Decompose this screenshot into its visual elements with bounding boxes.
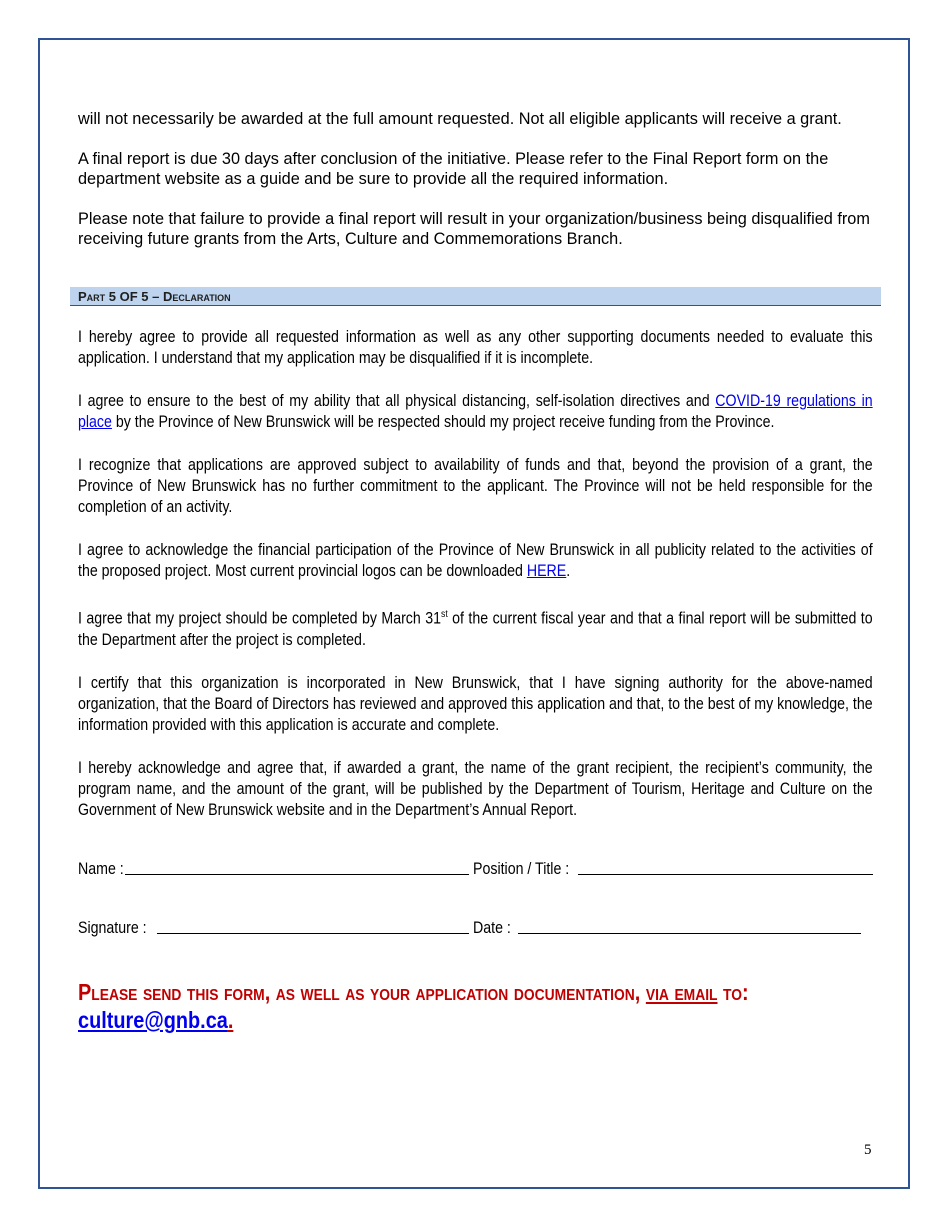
declaration-paragraph-7: I hereby acknowledge and agree that, if awarded a grant, the name of the grant recipient, the recipient’s community, the program name, and the amount of the grant, will be published by the Department of Tourism, Heritage and Culture on the Government of New Brunswick website and in the Department’s Annual Report. — [78, 758, 873, 819]
signature-date-row — [78, 918, 158, 940]
date-label: Date : — [473, 919, 511, 937]
declaration-paragraph-1: I hereby agree to provide all requested information as well as any other supporting documents needed to evaluate this application. I understand that my application may be disqualified if it is incomplete. — [78, 328, 873, 367]
send-instructions: Please send this form, as well as your application documentation, via email to: — [78, 979, 749, 1005]
position-label: Position / Title : — [473, 860, 570, 878]
intro-paragraph-2: A final report is due 30 days after conclusion of the initiative. Please refer to the Final Report form on the department website as a guide and be sure to provide all the required information. — [78, 150, 829, 188]
section-header — [70, 287, 881, 306]
name-label: Name : — [78, 860, 124, 878]
name-position-row — [78, 859, 131, 881]
declaration-paragraph-4: I agree to acknowledge the financial participation of the Province of New Brunswick in all publicity related to the activities of the proposed project. Most current provincial logos can be downloaded HERE. — [78, 541, 873, 580]
declaration-paragraph-2: I agree to ensure to the best of my ability that all physical distancing, self-isolation directives and COVID-19 regulations in place by the Province of New Brunswick will be respected should my project receive funding from the Province. — [78, 392, 873, 431]
signature-label: Signature : — [78, 919, 147, 937]
via-email-text: via email — [645, 979, 718, 1005]
declaration-section — [78, 327, 950, 821]
page-number: 5 — [864, 1142, 872, 1158]
date-field[interactable] — [518, 933, 861, 934]
email-link[interactable]: culture@gnb.ca — [78, 1007, 228, 1033]
intro-paragraph-1: will not necessarily be awarded at the full amount requested. Not all eligible applicants will receive a grant. — [78, 110, 842, 128]
declaration-paragraph-6: I certify that this organization is incorporated in New Brunswick, that I have signing authority for the above-named organization, that the Board of Directors has reviewed and approved this application and that, to the best of my knowledge, the information provided with this application is accurate and complete. — [78, 673, 873, 734]
signature-field[interactable] — [157, 933, 469, 934]
section-title: Part 5 OF 5 – Declaration — [78, 289, 231, 304]
logos-download-link[interactable]: HERE — [526, 562, 567, 580]
email-line: culture@gnb.ca. — [78, 1007, 234, 1033]
declaration-paragraph-5: I agree that my project should be completed by March 31st of the current fiscal year and that a final report will be submitted to the Department after the project is completed. — [78, 609, 873, 649]
declaration-paragraph-3: I recognize that applications are approved subject to availability of funds and that, beyond the provision of a grant, the Province of New Brunswick has no further commitment to the applicant. The Province will not be held responsible for the completion of an activity. — [78, 456, 873, 516]
name-field[interactable] — [125, 874, 469, 875]
position-field[interactable] — [578, 874, 873, 875]
intro-section — [78, 109, 873, 249]
intro-paragraph-3: Please note that failure to provide a final report will result in your organization/business being disqualified from receiving future grants from the Arts, Culture and Commemorations Branch. — [78, 210, 870, 248]
covid-regulations-link[interactable]: COVID-19 regulations in place — [78, 392, 873, 431]
